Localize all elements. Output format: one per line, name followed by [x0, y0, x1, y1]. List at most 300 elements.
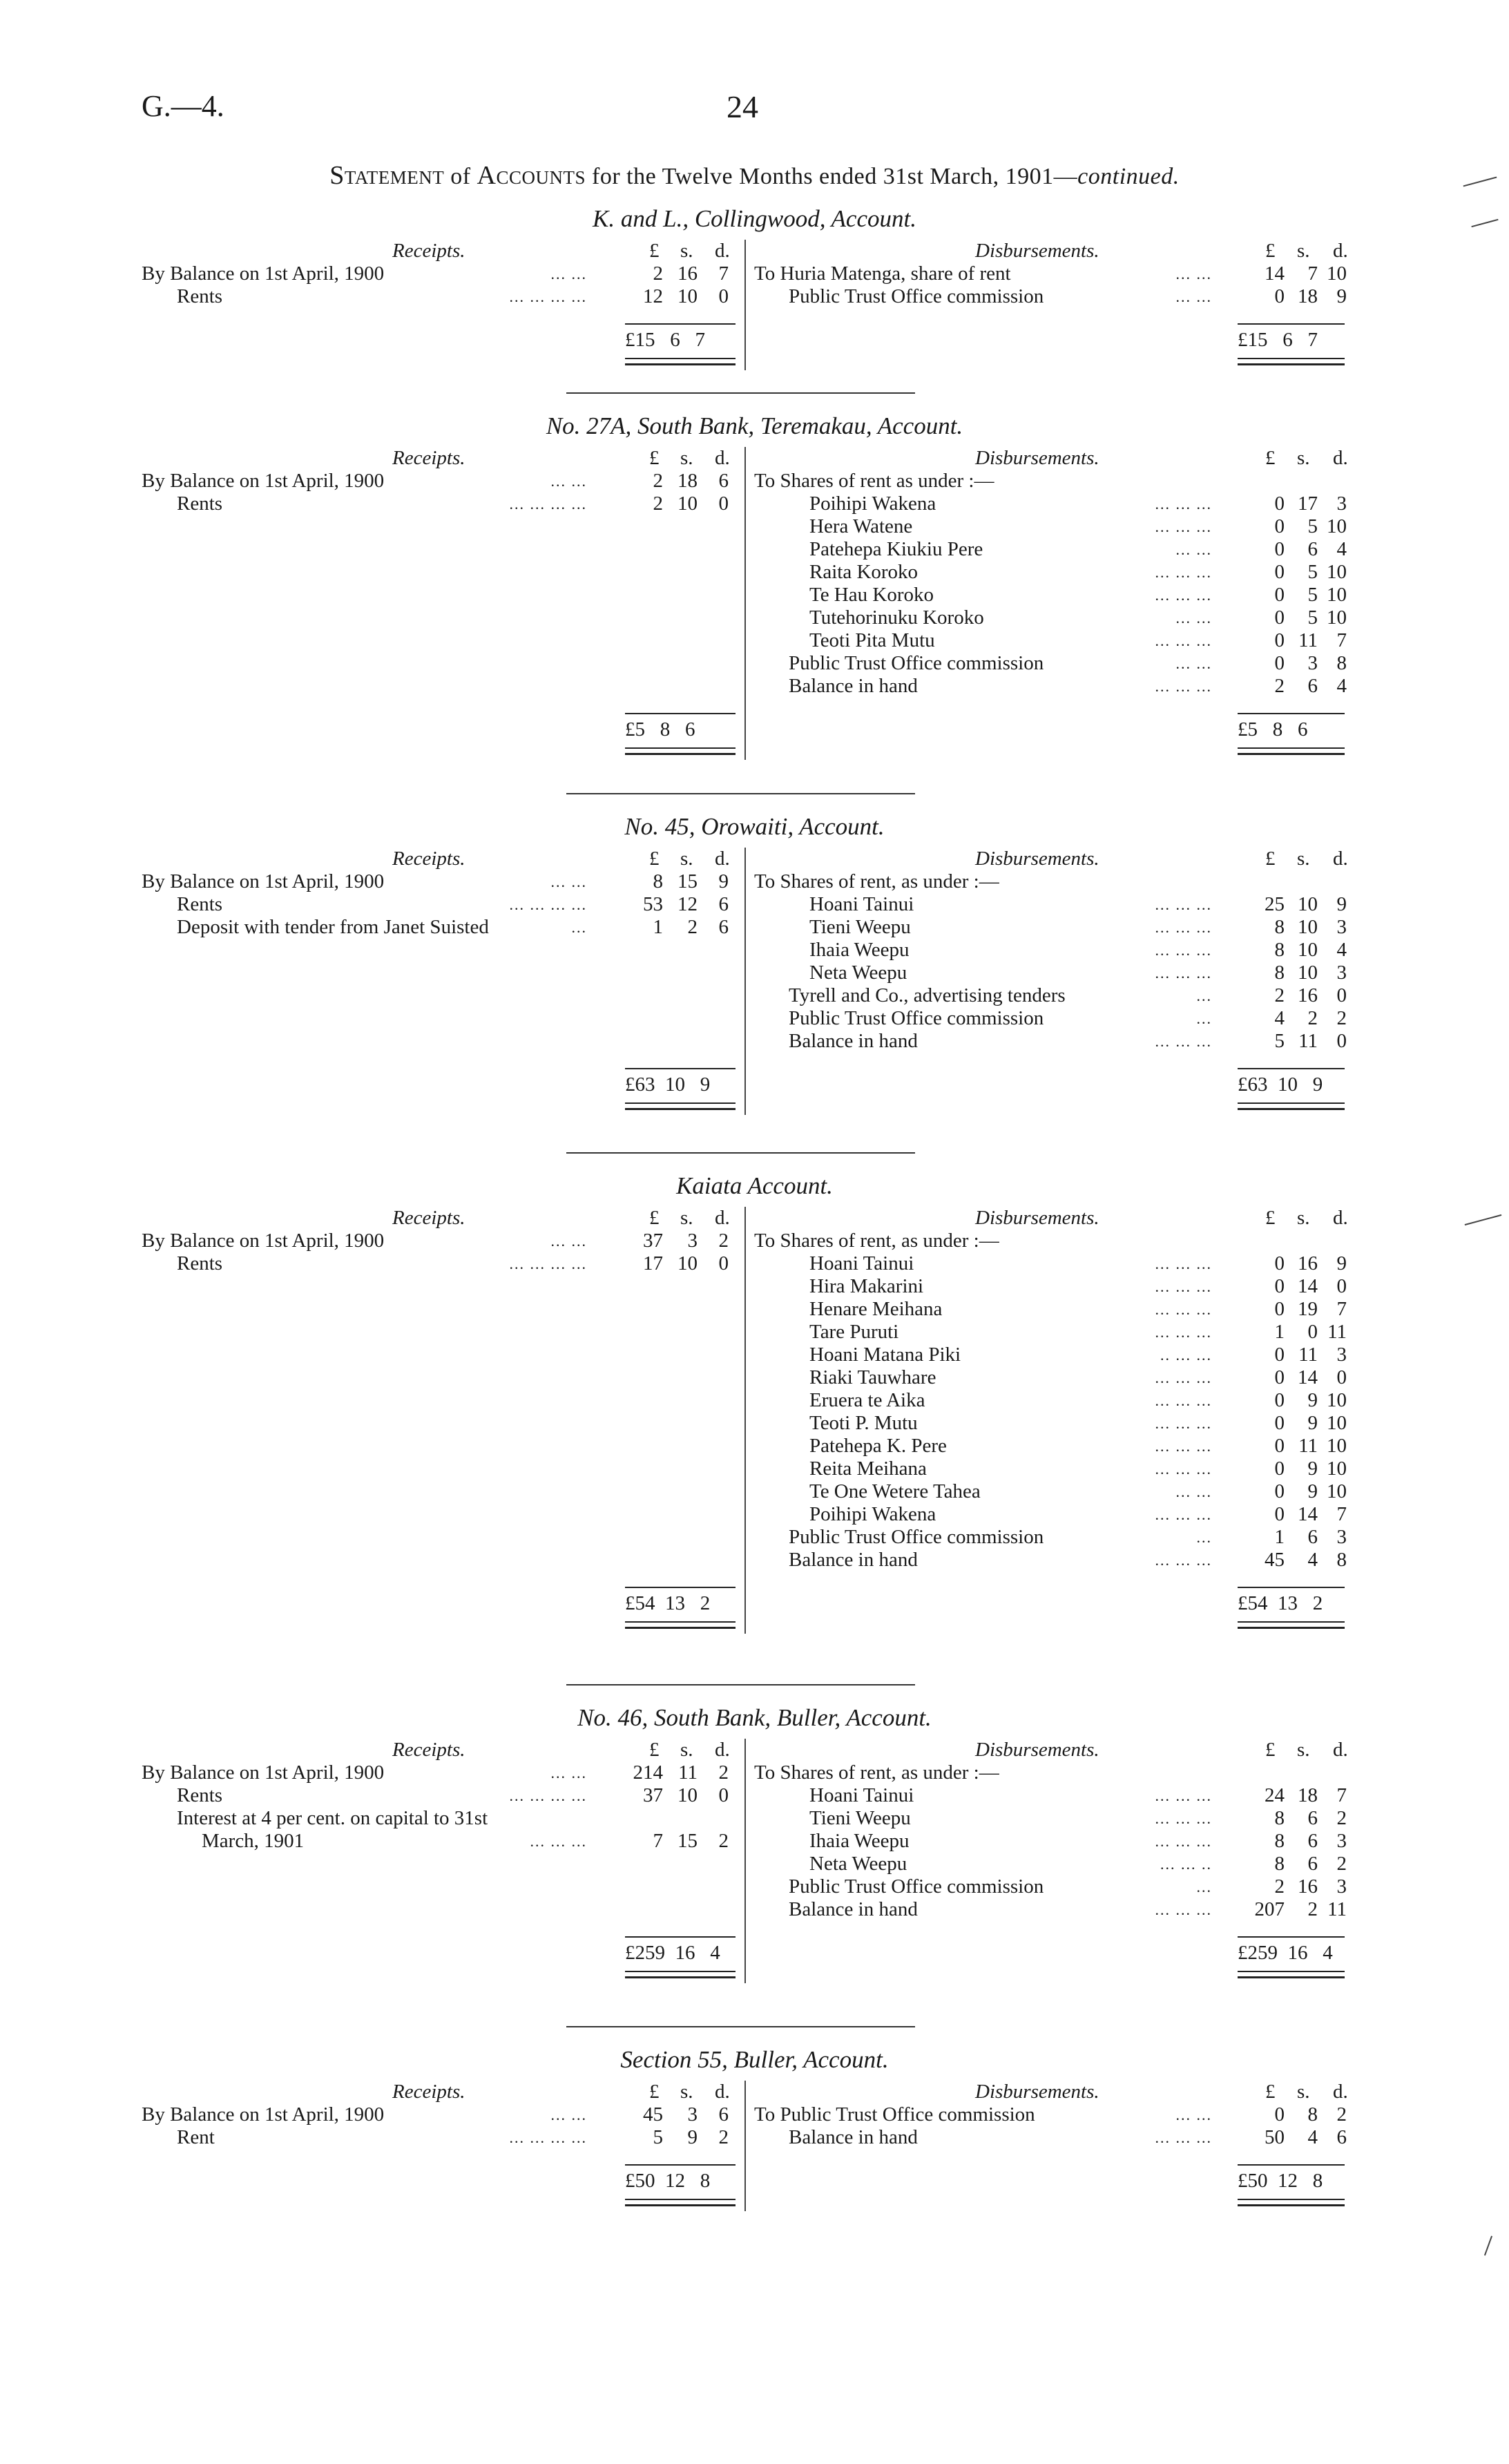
disbursement-amount-s: 6	[1307, 538, 1318, 560]
receipts-column-header: £	[649, 1739, 660, 1761]
receipt-amount-d: 2	[718, 1761, 729, 1784]
receipt-amount-l: 1	[653, 916, 663, 938]
disbursement-row	[809, 1853, 907, 1875]
receipt-amount-d: 2	[718, 2126, 729, 2148]
disbursement-amount-d: 7	[1336, 1784, 1347, 1806]
disbursement-label: Hoani Tainui	[809, 1252, 914, 1274]
disbursement-leader-dots: ... ... ...	[1155, 1833, 1212, 1850]
disbursement-amount-l: 0	[1274, 538, 1285, 560]
disbursement-row	[789, 1030, 918, 1053]
disbursement-amount-d: 10	[1327, 1389, 1347, 1411]
receipt-label: Rents	[177, 1252, 223, 1274]
disbursements-column-header: d.	[1333, 1739, 1348, 1761]
disbursement-row	[789, 675, 918, 698]
disbursement-label: Tutehorinuku Koroko	[809, 607, 984, 629]
disbursement-row	[809, 1807, 911, 1830]
receipts-column-header: £	[649, 1207, 660, 1229]
disbursement-amount-d: 2	[1336, 2103, 1347, 2126]
receipts-subtotal-rule	[625, 1587, 736, 1588]
disbursement-amount-l: 14	[1265, 262, 1285, 285]
disbursement-amount-l: 0	[1274, 493, 1285, 515]
disbursements-column-header: s.	[1297, 2081, 1310, 2103]
disbursement-leader-dots: ... ... ...	[1155, 1551, 1212, 1569]
title-word-of: of	[450, 164, 471, 189]
receipt-leader-dots: ... ...	[550, 2106, 587, 2123]
column-divider	[744, 848, 746, 1115]
disbursement-amount-s: 11	[1298, 629, 1318, 651]
receipt-amount-l: 214	[633, 1761, 663, 1784]
disbursements-subtotal-rule	[1238, 1587, 1345, 1588]
disbursement-amount-d: 9	[1336, 1252, 1347, 1274]
disbursement-leader-dots: ... ... ...	[1155, 1369, 1212, 1386]
disbursements-column-header: s.	[1297, 447, 1310, 469]
receipts-column-header: £	[649, 447, 660, 469]
disbursement-amount-d: 0	[1336, 1275, 1347, 1297]
disbursement-row	[809, 893, 914, 916]
disbursement-amount-d: 8	[1336, 1549, 1347, 1571]
disbursement-amount-s: 19	[1298, 1298, 1318, 1320]
disbursement-amount-d: 3	[1336, 1830, 1347, 1852]
disbursement-leader-dots: ... ... ...	[1155, 1324, 1212, 1341]
disbursement-row	[809, 916, 911, 939]
disbursement-amount-d: 3	[1336, 1875, 1347, 1898]
disbursement-leader-dots: ... ... ...	[1155, 586, 1212, 604]
disbursement-amount-l: 207	[1254, 1898, 1285, 1920]
disbursements-total-double-rule	[1238, 358, 1345, 365]
receipt-amount-s: 10	[677, 1252, 698, 1274]
disbursement-leader-dots: ... ... ...	[1155, 632, 1212, 649]
disbursements-column-header: £	[1265, 848, 1276, 870]
account-name	[0, 2048, 1509, 2071]
disbursement-row	[809, 1389, 925, 1412]
disbursement-row	[789, 1875, 1044, 1898]
receipts-column-header: d.	[715, 848, 730, 870]
disbursement-amount-s: 9	[1307, 1480, 1318, 1502]
disbursement-leader-dots: ... ... ...	[1155, 1810, 1212, 1827]
disbursements-subtotal-rule	[1238, 1936, 1345, 1938]
disbursement-amount-s: 6	[1307, 675, 1318, 697]
disbursements-column-header: d.	[1333, 240, 1348, 262]
receipt-amount-d: 6	[718, 470, 729, 492]
disbursements-total-double-rule	[1238, 747, 1345, 755]
disbursement-amount-l: 0	[1274, 515, 1285, 537]
disbursements-total: £63 10 9	[1238, 1073, 1323, 1096]
receipts-heading: Receipts.	[392, 2081, 465, 2103]
receipt-amount-s: 12	[677, 893, 698, 915]
disbursement-amount-l: 5	[1274, 1030, 1285, 1052]
title-word-statement: Statement	[329, 161, 445, 190]
disbursements-heading: Disbursements.	[975, 240, 1099, 262]
disbursement-amount-l: 50	[1265, 2126, 1285, 2148]
disbursement-amount-l: 8	[1274, 962, 1285, 984]
receipt-label: Rents	[177, 1784, 223, 1806]
receipt-leader-dots: ... ...	[550, 472, 587, 490]
disbursement-label: Tieni Weepu	[809, 916, 911, 938]
disbursement-amount-d: 10	[1327, 1480, 1347, 1502]
disbursement-amount-d: 2	[1336, 1853, 1347, 1875]
disbursements-subtotal-rule	[1238, 2164, 1345, 2166]
disbursement-row	[754, 262, 1011, 285]
disbursement-amount-l: 0	[1274, 1298, 1285, 1320]
margin-mark	[1465, 1214, 1502, 1225]
receipt-amount-l: 12	[643, 285, 663, 307]
disbursement-row	[809, 962, 907, 984]
disbursement-leader-dots: ... ... ...	[1155, 1460, 1212, 1478]
receipts-subtotal-rule	[625, 1936, 736, 1938]
disbursement-amount-s: 6	[1307, 1526, 1318, 1548]
receipts-total-double-rule	[625, 358, 736, 365]
receipt-leader-dots: ... ...	[550, 873, 587, 890]
disbursement-amount-l: 0	[1274, 285, 1285, 307]
receipts-column-header: s.	[680, 1739, 693, 1761]
receipt-label: Rents	[177, 893, 223, 915]
disbursement-leader-dots: ... ... ...	[1155, 495, 1212, 513]
receipt-row	[142, 1761, 384, 1784]
disbursements-total-double-rule	[1238, 1621, 1345, 1629]
disbursements-total: £50 12 8	[1238, 2170, 1323, 2192]
disbursement-amount-d: 6	[1336, 2126, 1347, 2148]
document-reference: G.—4.	[142, 89, 224, 123]
disbursement-row	[754, 1761, 999, 1784]
disbursement-label: Hira Makarini	[809, 1275, 924, 1297]
disbursement-label: Tyrell and Co., advertising tenders	[789, 984, 1066, 1006]
disbursement-amount-d: 3	[1336, 916, 1347, 938]
receipt-leader-dots: ... ... ... ...	[509, 1255, 587, 1272]
disbursement-amount-l: 8	[1274, 1853, 1285, 1875]
account-name	[0, 414, 1509, 437]
receipts-total: £50 12 8	[625, 2170, 711, 2192]
disbursement-row	[809, 493, 936, 515]
receipts-subtotal-rule	[625, 1068, 736, 1069]
disbursement-amount-d: 2	[1336, 1007, 1347, 1029]
disbursements-column-header: £	[1265, 1739, 1276, 1761]
page-number: 24	[727, 89, 758, 124]
disbursement-leader-dots: ...	[1196, 1878, 1212, 1895]
disbursement-amount-s: 18	[1298, 1784, 1318, 1806]
disbursement-amount-s: 10	[1298, 962, 1318, 984]
disbursement-row	[789, 1526, 1044, 1549]
disbursements-total: £5 8 6	[1238, 718, 1308, 741]
disbursement-amount-s: 2	[1307, 1007, 1318, 1029]
receipt-amount-d: 6	[718, 916, 729, 938]
receipt-leader-dots: ... ... ... ...	[509, 896, 587, 913]
receipts-subtotal-rule	[625, 323, 736, 325]
disbursement-label: Tieni Weepu	[809, 1807, 911, 1829]
receipts-column-header: £	[649, 240, 660, 262]
receipt-leader-dots: ... ...	[550, 1764, 587, 1782]
disbursement-amount-d: 3	[1336, 1526, 1347, 1548]
disbursement-leader-dots: ... ... ...	[1155, 942, 1212, 959]
disbursement-amount-d: 4	[1336, 675, 1347, 697]
title-continued: continued.	[1077, 164, 1180, 189]
receipt-amount-l: 5	[653, 2126, 663, 2148]
receipt-leader-dots: ... ...	[550, 265, 587, 283]
disbursement-amount-s: 0	[1307, 1321, 1318, 1343]
disbursements-column-header: £	[1265, 2081, 1276, 2103]
disbursement-leader-dots: ... ... ..	[1160, 1855, 1212, 1873]
receipts-total: £63 10 9	[625, 1073, 711, 1096]
disbursement-amount-s: 11	[1298, 1435, 1318, 1457]
disbursement-amount-l: 24	[1265, 1784, 1285, 1806]
receipts-column-header: s.	[680, 2081, 693, 2103]
disbursement-amount-l: 0	[1274, 652, 1285, 674]
receipt-row	[177, 493, 222, 515]
disbursement-row	[809, 939, 909, 962]
disbursement-amount-l: 0	[1274, 1366, 1285, 1388]
receipt-leader-dots: ... ... ... ...	[509, 1787, 587, 1804]
disbursement-row	[809, 1503, 936, 1526]
disbursement-label: Teoti Pita Mutu	[809, 629, 935, 651]
receipts-subtotal-rule	[625, 2164, 736, 2166]
disbursement-amount-d: 3	[1336, 962, 1347, 984]
disbursement-label: Neta Weepu	[809, 1853, 907, 1875]
disbursement-label: Public Trust Office commission	[789, 1526, 1044, 1548]
disbursement-amount-d: 7	[1336, 629, 1347, 651]
disbursement-amount-s: 6	[1307, 1853, 1318, 1875]
disbursement-label: Neta Weepu	[809, 962, 907, 984]
disbursement-amount-d: 10	[1327, 1412, 1347, 1434]
disbursement-label: Eruera te Aika	[809, 1389, 925, 1411]
disbursement-row	[789, 984, 1066, 1007]
disbursement-amount-s: 4	[1307, 1549, 1318, 1571]
receipts-total-double-rule	[625, 1971, 736, 1978]
receipt-row	[177, 1252, 222, 1275]
disbursement-amount-d: 10	[1327, 515, 1347, 537]
disbursement-leader-dots: ... ... ...	[1155, 1301, 1212, 1318]
receipt-label: Rents	[177, 493, 223, 515]
disbursement-leader-dots: ...	[1196, 1529, 1212, 1546]
disbursement-amount-l: 2	[1274, 675, 1285, 697]
receipt-label: Rent	[177, 2126, 215, 2148]
disbursement-amount-s: 6	[1307, 1807, 1318, 1829]
disbursements-column-header: £	[1265, 1207, 1276, 1229]
account-separator	[566, 2026, 915, 2027]
disbursement-row	[809, 1252, 914, 1275]
disbursement-amount-s: 14	[1298, 1503, 1318, 1525]
disbursement-label: To Shares of rent, as under :—	[754, 1761, 999, 1784]
disbursement-label: Poihipi Wakena	[809, 1503, 936, 1525]
account-separator	[566, 392, 915, 394]
disbursement-amount-s: 5	[1307, 515, 1318, 537]
disbursement-leader-dots: ... ... ...	[1155, 678, 1212, 695]
disbursements-heading: Disbursements.	[975, 447, 1099, 469]
receipts-column-header: d.	[715, 1739, 730, 1761]
disbursement-amount-s: 8	[1307, 2103, 1318, 2126]
receipt-label: Interest at 4 per cent. on capital to 31st	[177, 1807, 488, 1829]
disbursement-amount-l: 0	[1274, 1252, 1285, 1274]
disbursement-amount-d: 4	[1336, 939, 1347, 961]
receipt-leader-dots: ... ...	[550, 1232, 587, 1250]
disbursement-label: To Shares of rent as under :—	[754, 470, 994, 492]
disbursements-total: £15 6 7	[1238, 329, 1318, 351]
disbursement-amount-s: 2	[1307, 1898, 1318, 1920]
receipt-amount-s: 15	[677, 1830, 698, 1852]
receipts-column-header: £	[649, 2081, 660, 2103]
receipt-amount-l: 7	[653, 1830, 663, 1852]
disbursement-label: Tare Puruti	[809, 1321, 899, 1343]
disbursement-row	[809, 607, 984, 629]
disbursement-label: Hoani Tainui	[809, 1784, 914, 1806]
receipts-total: £15 6 7	[625, 329, 705, 351]
title-rest: for the Twelve Months ended 31st March, 1901—	[592, 164, 1078, 189]
disbursement-label: Henare Meihana	[809, 1298, 943, 1320]
receipt-row	[142, 1230, 384, 1252]
disbursement-row	[754, 1230, 999, 1252]
receipt-amount-s: 3	[687, 2103, 698, 2126]
receipt-label: By Balance on 1st April, 1900	[142, 1761, 385, 1784]
disbursement-amount-l: 0	[1274, 629, 1285, 651]
receipts-column-header: d.	[715, 1207, 730, 1229]
disbursement-label: Te Hau Koroko	[809, 584, 934, 606]
disbursement-leader-dots: ... ... ...	[1155, 564, 1212, 581]
receipt-amount-s: 10	[677, 493, 698, 515]
receipt-label: Deposit with tender from Janet Suisted	[177, 916, 489, 938]
receipt-amount-s: 9	[687, 2126, 698, 2148]
receipts-column-header: £	[649, 848, 660, 870]
receipts-total: £5 8 6	[625, 718, 695, 741]
disbursement-row	[789, 2126, 918, 2149]
account-name-text: No. 46, South Bank, Buller, Account.	[577, 1704, 932, 1731]
column-divider	[744, 1207, 746, 1634]
disbursement-amount-d: 9	[1336, 893, 1347, 915]
disbursement-leader-dots: ... ... ...	[1155, 1415, 1212, 1432]
account-separator	[566, 1152, 915, 1154]
disbursement-leader-dots: ... ... ...	[1155, 518, 1212, 535]
disbursement-amount-s: 10	[1298, 939, 1318, 961]
disbursement-amount-l: 0	[1274, 1389, 1285, 1411]
disbursement-amount-d: 0	[1336, 1030, 1347, 1052]
disbursement-leader-dots: ... ... ...	[1155, 896, 1212, 913]
disbursement-row	[809, 561, 918, 584]
disbursement-row	[789, 1549, 918, 1572]
disbursement-leader-dots: ... ...	[1175, 288, 1212, 305]
disbursement-row	[754, 2103, 1035, 2126]
receipts-total: £54 13 2	[625, 1592, 711, 1614]
disbursement-amount-s: 5	[1307, 607, 1318, 629]
disbursements-heading: Disbursements.	[975, 848, 1099, 870]
receipt-amount-d: 2	[718, 1230, 729, 1252]
receipt-amount-d: 0	[718, 493, 729, 515]
disbursement-amount-d: 10	[1327, 1435, 1347, 1457]
receipt-label: March, 1901	[202, 1830, 305, 1852]
account-separator	[566, 1684, 915, 1685]
receipt-label: By Balance on 1st April, 1900	[142, 870, 385, 892]
disbursement-leader-dots: ... ... ...	[1155, 1787, 1212, 1804]
column-divider	[744, 1739, 746, 1983]
disbursements-column-header: d.	[1333, 447, 1348, 469]
account-name	[0, 815, 1509, 838]
disbursement-row	[809, 1784, 914, 1807]
disbursement-label: Ihaia Weepu	[809, 939, 910, 961]
receipt-amount-s: 15	[677, 870, 698, 892]
disbursements-subtotal-rule	[1238, 323, 1345, 325]
disbursement-amount-l: 0	[1274, 1458, 1285, 1480]
receipts-column-header: d.	[715, 2081, 730, 2103]
receipt-amount-d: 0	[718, 1784, 729, 1806]
disbursement-amount-l: 8	[1274, 916, 1285, 938]
disbursement-amount-d: 2	[1336, 1807, 1347, 1829]
disbursement-leader-dots: ... ... ...	[1155, 1506, 1212, 1523]
receipt-row	[177, 893, 222, 916]
receipt-amount-l: 2	[653, 262, 663, 285]
receipts-total: £259 16 4	[625, 1942, 720, 1964]
disbursement-amount-s: 6	[1307, 1830, 1318, 1852]
disbursements-total: £259 16 4	[1238, 1942, 1333, 1964]
disbursement-amount-l: 0	[1274, 2103, 1285, 2126]
disbursement-amount-d: 3	[1336, 493, 1347, 515]
disbursements-column-header: s.	[1297, 848, 1310, 870]
disbursement-label: Public Trust Office commission	[789, 652, 1044, 674]
disbursement-label: Raita Koroko	[809, 561, 919, 583]
disbursement-leader-dots: ...	[1196, 987, 1212, 1004]
receipts-total-double-rule	[625, 2199, 736, 2206]
disbursement-label: Balance in hand	[789, 2126, 918, 2148]
receipt-amount-d: 2	[718, 1830, 729, 1852]
disbursement-leader-dots: ... ... ...	[1155, 2129, 1212, 2146]
receipts-column-header: s.	[680, 1207, 693, 1229]
account-separator	[566, 793, 915, 794]
disbursement-row	[809, 1458, 927, 1480]
disbursement-row	[789, 285, 1044, 308]
disbursement-amount-d: 4	[1336, 538, 1347, 560]
receipts-total-double-rule	[625, 747, 736, 755]
receipts-column-header: s.	[680, 240, 693, 262]
receipt-row	[177, 916, 489, 939]
receipt-row	[202, 1830, 304, 1853]
disbursement-amount-l: 0	[1274, 1480, 1285, 1502]
disbursement-amount-d: 7	[1336, 1503, 1347, 1525]
disbursement-row	[809, 1366, 936, 1389]
disbursement-label: Balance in hand	[789, 675, 918, 697]
disbursement-amount-d: 0	[1336, 1366, 1347, 1388]
disbursement-leader-dots: ... ... ...	[1155, 1255, 1212, 1272]
account-name	[0, 1174, 1509, 1197]
disbursement-label: To Shares of rent, as under :—	[754, 870, 999, 892]
receipt-amount-l: 17	[643, 1252, 663, 1274]
disbursement-amount-l: 0	[1274, 1503, 1285, 1525]
disbursement-label: Patehepa Kiukiu Pere	[809, 538, 983, 560]
disbursements-column-header: £	[1265, 240, 1276, 262]
disbursements-column-header: d.	[1333, 2081, 1348, 2103]
receipt-amount-d: 7	[718, 262, 729, 285]
receipt-amount-s: 10	[677, 285, 698, 307]
receipt-amount-s: 3	[687, 1230, 698, 1252]
account-name-text: No. 27A, South Bank, Teremakau, Account.	[546, 412, 963, 439]
statement-title	[0, 160, 1509, 191]
receipt-amount-d: 0	[718, 285, 729, 307]
disbursement-amount-l: 0	[1274, 561, 1285, 583]
disbursement-leader-dots: ...	[1196, 1010, 1212, 1027]
receipt-amount-s: 16	[677, 262, 698, 285]
disbursement-amount-s: 3	[1307, 652, 1318, 674]
disbursement-amount-s: 16	[1298, 1252, 1318, 1274]
disbursement-amount-l: 0	[1274, 584, 1285, 606]
disbursements-column-header: d.	[1333, 1207, 1348, 1229]
receipt-leader-dots: ... ... ... ...	[509, 2129, 587, 2146]
disbursement-row	[809, 1298, 942, 1321]
receipt-row	[177, 1807, 488, 1830]
disbursements-heading: Disbursements.	[975, 1739, 1099, 1761]
disbursement-leader-dots: ... ...	[1175, 541, 1212, 558]
disbursement-amount-s: 9	[1307, 1389, 1318, 1411]
receipt-amount-s: 11	[678, 1761, 698, 1784]
account-name	[0, 207, 1509, 230]
disbursement-amount-l: 25	[1265, 893, 1285, 915]
disbursement-amount-s: 18	[1298, 285, 1318, 307]
receipt-amount-l: 45	[643, 2103, 663, 2126]
receipts-column-header: d.	[715, 447, 730, 469]
disbursement-leader-dots: .. ... ...	[1160, 1346, 1212, 1364]
